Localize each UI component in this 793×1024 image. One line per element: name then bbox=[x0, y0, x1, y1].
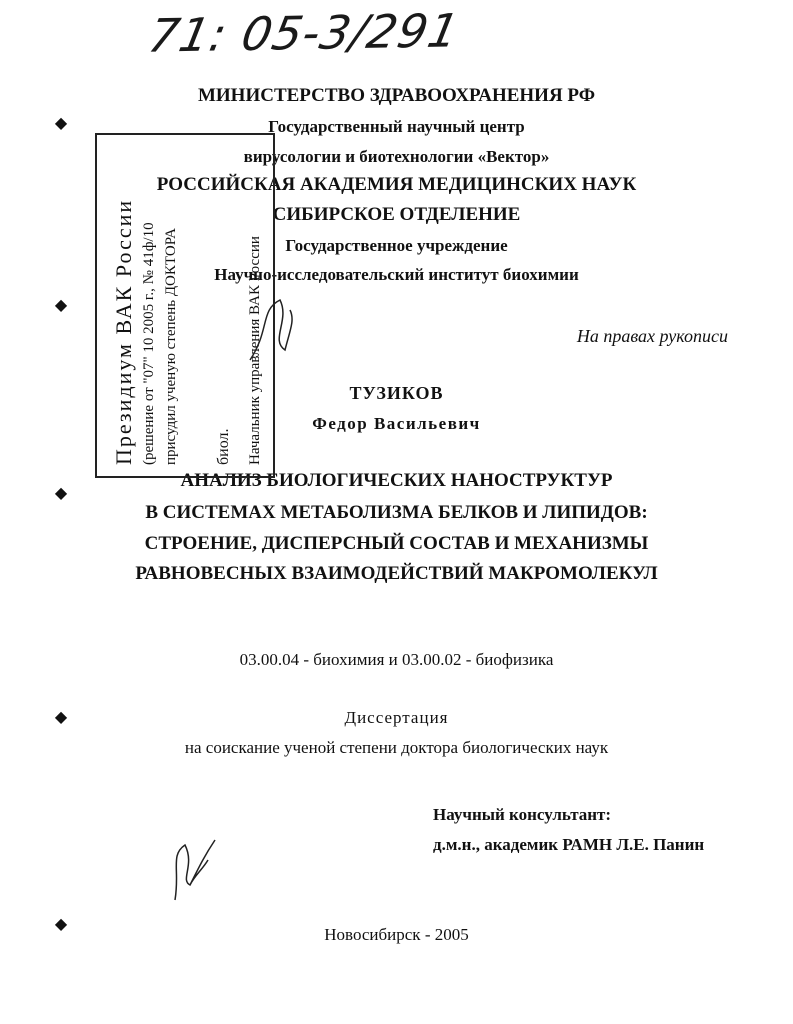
research-center-line-2: вирусологии и биотехнологии «Вектор» bbox=[243, 147, 550, 166]
specialties: 03.00.04 - биохимия и 03.00.02 - биофизика bbox=[239, 650, 554, 669]
punch-mark: ◆ bbox=[54, 916, 68, 933]
title-line-3: СТРОЕНИЕ, ДИСПЕРСНЫЙ СОСТАВ И МЕХАНИЗМЫ bbox=[144, 533, 649, 554]
stamp-line-4: биол. bbox=[215, 428, 232, 465]
consultant-label: Научный консультант: bbox=[433, 805, 612, 824]
handwritten-archive-number: 71: 05-3/291 bbox=[144, 3, 465, 63]
stamp-line-1: Президиум ВАК России bbox=[111, 198, 136, 465]
stamp-signature bbox=[240, 290, 300, 370]
degree-line: на соискание ученой степени доктора биологических наук bbox=[184, 738, 609, 757]
author-surname: ТУЗИКОВ bbox=[349, 383, 444, 403]
punch-mark: ◆ bbox=[54, 297, 68, 314]
punch-mark: ◆ bbox=[54, 115, 68, 132]
stamp-line-2: (решение от "07" 10 2005 г., № 41ф/10 bbox=[141, 222, 157, 465]
punch-mark: ◆ bbox=[54, 485, 68, 502]
stamp-line-5: Начальник управления ВАК России bbox=[247, 236, 263, 465]
title-line-4: РАВНОВЕСНЫХ ВЗАИМОДЕЙСТВИЙ МАКРОМОЛЕКУЛ bbox=[135, 563, 658, 584]
research-center-line-1: Государственный научный центр bbox=[268, 117, 525, 136]
institution-type: Государственное учреждение bbox=[285, 236, 508, 255]
stamp-line-3: присудил ученую степень ДОКТОРА bbox=[163, 228, 179, 465]
branch-heading: СИБИРСКОЕ ОТДЕЛЕНИЕ bbox=[272, 204, 521, 225]
manuscript-note: На правах рукописи bbox=[576, 326, 728, 346]
institution-name: Научно-исследовательский институт биохимии bbox=[214, 265, 579, 284]
ministry-heading: МИНИСТЕРСТВО ЗДРАВООХРАНЕНИЯ РФ bbox=[197, 85, 596, 106]
punch-mark: ◆ bbox=[54, 709, 68, 726]
title-line-1: АНАЛИЗ БИОЛОГИЧЕСКИХ НАНОСТРУКТУР bbox=[180, 470, 613, 491]
document-type: Диссертация bbox=[344, 708, 449, 727]
academy-heading: РОССИЙСКАЯ АКАДЕМИЯ МЕДИЦИНСКИХ НАУК bbox=[156, 174, 637, 195]
author-given-names: Федор Васильевич bbox=[312, 414, 481, 433]
consultant-signature bbox=[160, 830, 220, 910]
consultant-name: д.м.н., академик РАМН Л.Е. Панин bbox=[433, 835, 705, 854]
title-line-2: В СИСТЕМАХ МЕТАБОЛИЗМА БЕЛКОВ И ЛИПИДОВ: bbox=[145, 502, 648, 523]
city-year: Новосибирск - 2005 bbox=[324, 925, 469, 944]
